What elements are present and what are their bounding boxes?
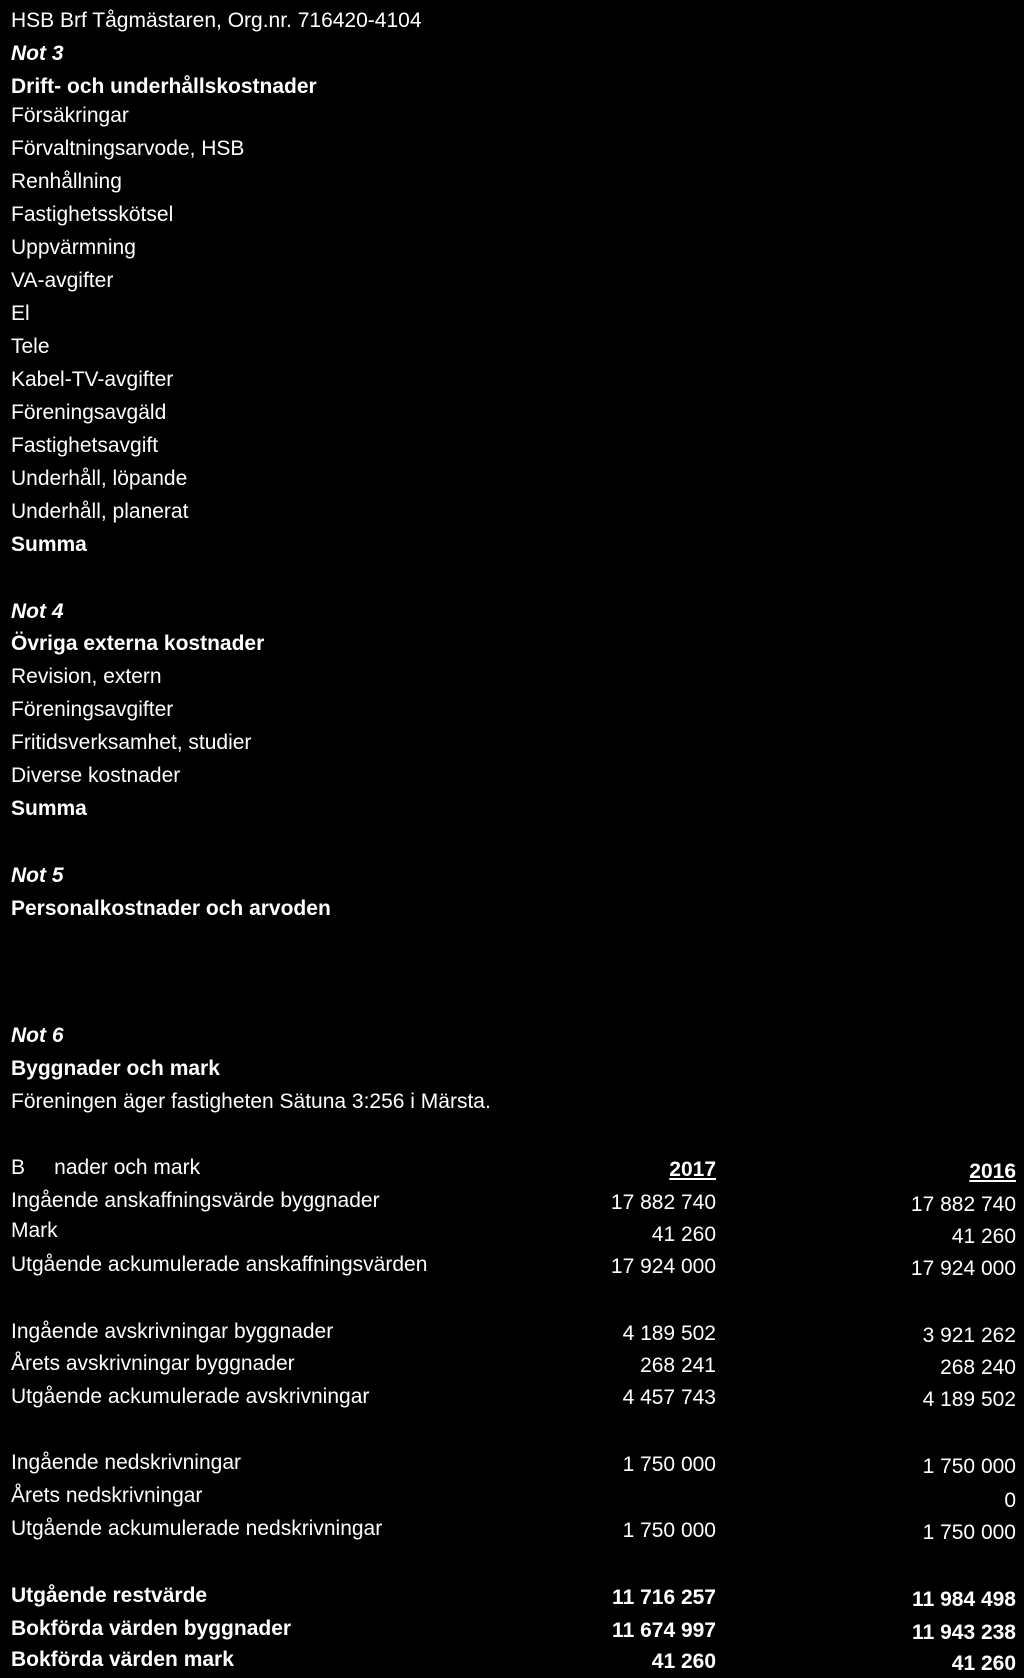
table-cell-2016: 1 750 000 [922,1455,1016,1478]
table-cell-2017: 4 457 743 [622,1386,716,1409]
table-row-label: Utgående ackumulerade anskaffningsvärden [11,1253,428,1276]
note-6-label: Not 6 [11,1024,64,1047]
table-cell-2017: 17 882 740 [610,1191,716,1214]
table-row-label: Utgående ackumulerade avskrivningar [11,1385,370,1408]
note-6-description: Föreningen äger fastigheten Sätuna 3:256 i Märsta. [11,1090,491,1113]
note-4-title: Övriga externa kostnader [11,632,265,655]
table-cell-2016: 11 943 238 [912,1621,1016,1644]
note-3-item: Förvaltningsarvode, HSB [11,137,245,160]
table-cell-2016: 41 260 [951,1652,1016,1675]
table-cell-2016: 4 189 502 [922,1388,1016,1411]
note-5-label: Not 5 [11,864,64,887]
table-cell-2016: 41 260 [951,1225,1016,1248]
note-3-item: Tele [11,335,50,358]
table-cell-2017: 41 260 [651,1223,716,1246]
table-cell-2017: 11 716 257 [612,1586,716,1609]
table-row-label: Bokförda värden mark [11,1648,234,1671]
table-cell-2016: 1 750 000 [922,1521,1016,1544]
table-cell-2016: 0 [1004,1489,1016,1512]
table-cell-2016: 3 921 262 [922,1324,1016,1347]
document-header: HSB Brf Tågmästaren, Org.nr. 716420-4104 [11,9,422,32]
column-header-2016: 2016 [969,1160,1016,1183]
note-5-title: Personalkostnader och arvoden [11,897,331,920]
table-cell-2016: 17 924 000 [910,1257,1016,1280]
table-cell-2017: 1 750 000 [622,1519,716,1542]
note-3-item: Fastighetsskötsel [11,203,174,226]
table-row-label: Utgående restvärde [11,1584,208,1607]
note-3-label: Not 3 [11,42,64,65]
column-header-2017: 2017 [669,1158,716,1181]
note-4-item: Föreningsavgifter [11,698,174,721]
table-cell-2016: 17 882 740 [910,1193,1016,1216]
note-3-item: Fastighetsavgift [11,434,159,457]
table-row-label: Ingående nedskrivningar [11,1451,241,1474]
note-6-title: Byggnader och mark [11,1057,220,1080]
note-3-item: Kabel-TV-avgifter [11,368,174,391]
table-row-label: Ingående avskrivningar byggnader [11,1320,334,1343]
note-3-item: Försäkringar [11,104,129,127]
note-4-item: Revision, extern [11,665,162,688]
table-cell-2017: 11 674 997 [612,1619,716,1642]
table-row-label: Ingående anskaffningsvärde byggnader [11,1189,380,1212]
note-4-item: Diverse kostnader [11,764,181,787]
note-4-item: Fritidsverksamhet, studier [11,731,252,754]
note-3-item: Underhåll, planerat [11,500,189,523]
table-cell-2017: 4 189 502 [622,1322,716,1345]
note-3-item: Föreningsavgäld [11,401,167,424]
note-3-item: Renhållning [11,170,122,193]
note-4-total-label: Summa [11,797,87,820]
table-row-label: Utgående ackumulerade nedskrivningar [11,1517,383,1540]
table-row-label: Årets nedskrivningar [11,1484,203,1507]
note-4-label: Not 4 [11,600,64,623]
table-row-label: Årets avskrivningar byggnader [11,1352,295,1375]
table-cell-2016: 268 240 [940,1356,1016,1379]
table-row-label: Mark [11,1219,58,1242]
note-3-item: Underhåll, löpande [11,467,188,490]
note-3-item: VA-avgifter [11,269,114,292]
table-cell-2017: 1 750 000 [622,1453,716,1476]
table-cell-2017: 268 241 [640,1354,716,1377]
table-row-label: Bokförda värden byggnader [11,1617,292,1640]
table-cell-2017: 41 260 [651,1650,716,1673]
table-header-label: B nader och mark [11,1156,201,1179]
table-cell-2017: 17 924 000 [610,1255,716,1278]
note-3-item: Uppvärmning [11,236,136,259]
table-cell-2016: 11 984 498 [912,1588,1016,1611]
note-3-title: Drift- och underhållskostnader [11,75,317,98]
note-3-item: El [11,302,30,325]
note-3-total-label: Summa [11,533,87,556]
